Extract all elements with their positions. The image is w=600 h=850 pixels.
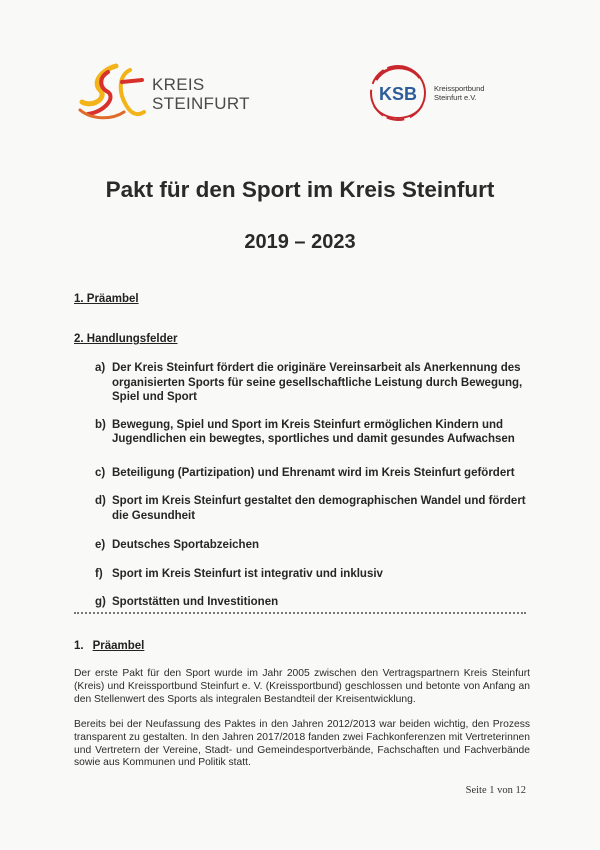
list-item xyxy=(95,595,535,610)
list-item xyxy=(95,418,535,447)
list-item-letter: e) xyxy=(95,539,106,551)
list-item-letter: a) xyxy=(95,362,106,374)
praeambel-paragraph-2: Bereits bei der Neufassung des Paktes in den Jahren 2012/2013 war beiden wichtig, den Prozess transparent zu gestalten. In den Jahren 2017/2018 fanden zwei Fachkonferenzen mit Vertreterinnen und Vertretern der Vereine, Stadt- und Gemeindesportverbände, Fachschaften und Fachverbände sowie aus Kommunen und Politik statt. xyxy=(74,719,530,769)
logo-text-steinfurt-ev: Steinfurt e.V. xyxy=(434,93,477,102)
ksb-emblem-icon xyxy=(362,58,434,128)
list-item-letter: g) xyxy=(95,596,106,608)
handlungsfelder-list xyxy=(95,361,535,610)
document-title: Pakt für den Sport im Kreis Steinfurt xyxy=(105,177,495,202)
kreis-steinfurt-logo xyxy=(78,62,268,122)
list-item-letter: c) xyxy=(95,466,106,479)
list-item-letter: f) xyxy=(95,567,103,580)
logo-text-kreis: KREIS xyxy=(152,75,205,94)
logo-text-steinfurt: STEINFURT xyxy=(152,94,250,113)
list-item-text: Der Kreis Steinfurt fördert die originäre Vereinsarbeit als Anerkennung des organisierten Sports für seine gesellschaftliche Leistung durch Bewegung, Spiel und Sport xyxy=(112,362,523,403)
toc-heading-praeambel: 1. Präambel xyxy=(74,293,139,305)
kreis-steinfurt-emblem-icon xyxy=(78,62,150,122)
list-item-text: Sportstätten und Investitionen xyxy=(112,596,279,608)
list-item xyxy=(95,361,535,405)
list-item xyxy=(95,538,535,553)
list-item-text: Beteiligung (Partizipation) und Ehrenamt wird im Kreis Steinfurt gefördert xyxy=(112,466,515,479)
page-number: Seite 1 von 12 xyxy=(465,785,526,796)
list-item-text: Deutsches Sportabzeichen xyxy=(112,539,259,551)
document-years: 2019 – 2023 xyxy=(244,231,356,253)
list-item-text: Bewegung, Spiel und Sport im Kreis Steinfurt ermöglichen Kindern und Jugendlichen ein bewegtes, sportliches und damit gesundes Aufwachsen xyxy=(112,418,515,445)
list-item xyxy=(95,494,535,523)
praeambel-paragraph-1: Der erste Pakt für den Sport wurde im Jahr 2005 zwischen den Vertragspartnern Kreis Steinfurt (Kreis) und Kreissportbund Steinfurt e. V. (Kreissportbund) geschlossen und betonte von Anfang an den Stellenwert des Sports als integralen Bestandteil der Kreisentwicklung. xyxy=(74,668,530,705)
kreissportbund-wordmark xyxy=(434,84,484,102)
ksb-mark-text: KSB xyxy=(378,84,418,104)
kreis-steinfurt-wordmark xyxy=(152,75,250,113)
list-item-letter: d) xyxy=(95,495,106,507)
praeambel-heading xyxy=(74,640,144,652)
list-item-text: Sport im Kreis Steinfurt gestaltet den demographischen Wandel und fördert die Gesundheit xyxy=(112,495,526,522)
list-item-letter: b) xyxy=(95,418,106,431)
praeambel-label: Präambel xyxy=(92,640,145,652)
list-item xyxy=(95,466,535,481)
toc-heading-handlungsfelder: 2. Handlungsfelder xyxy=(74,333,178,345)
list-item-text: Sport im Kreis Steinfurt ist integrativ und inklusiv xyxy=(112,567,383,580)
logo-text-kreissportbund: Kreissportbund xyxy=(434,84,485,93)
list-item xyxy=(95,567,535,582)
section-divider xyxy=(74,612,526,614)
praeambel-number: 1. xyxy=(74,640,84,652)
kreissportbund-logo xyxy=(362,58,532,128)
